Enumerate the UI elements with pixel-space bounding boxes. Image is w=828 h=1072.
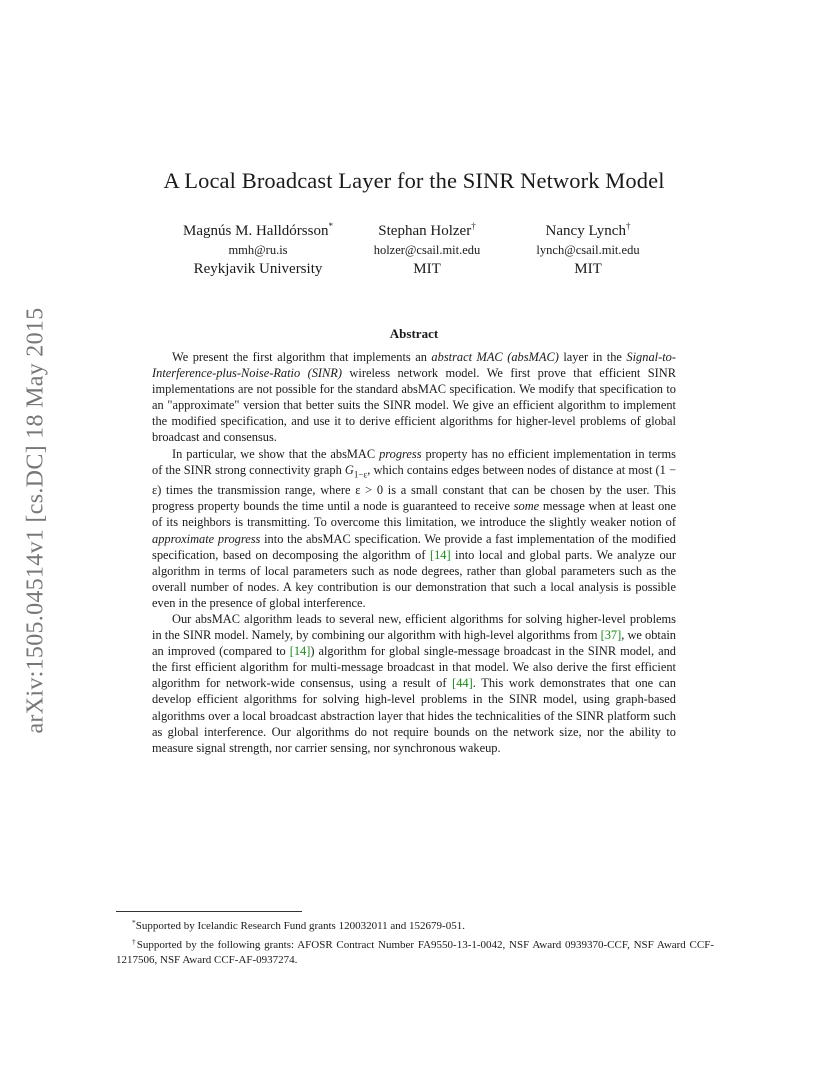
author-affiliation: MIT [574, 261, 602, 277]
author-name: Magnús M. Halldórsson [183, 223, 329, 239]
author-email: lynch@csail.mit.edu [536, 243, 640, 257]
footnotes [116, 915, 714, 968]
footnote-2: †Supported by the following grants: AFOSR Contract Number FA9550-13-1-0042, NSF Award 0939370-CCF, NSF Award CCF-1217506, NSF Award CCF-AF-0937274. [116, 937, 715, 966]
abstract-heading: Abstract [389, 326, 439, 341]
author-name: Stephan Holzer [378, 223, 472, 239]
citation-link[interactable]: [37] [600, 628, 622, 643]
abstract-paragraph-3: Our absMAC algorithm leads to several new, efficient algorithms for solving higher-level problems in the SINR model. Namely, by combining our algorithm with high-level algorithms from [37], we obtain an improved (compared to [14]) algorithm for global single-message broadcast in the SINR model, and the first efficient algorithm for multi-message broadcast in that model. We also derive the first efficient algorithm for network-wide consensus, using a result of [44]. This work demonstrates that one can develop efficient algorithms for solving high-level problems in the SINR model, using graph-based algorithms over a local broadcast abstraction layer that hides the technicalities of the SINR platform such as global interference. Our algorithms do not require bounds on the network size, nor the ability to measure signal strength, nor carrier sensing, nor synchronous wakeup. [152, 611, 677, 755]
author-3 [478, 216, 698, 279]
paper-title: A Local Broadcast Layer for the SINR Network Model [163, 168, 665, 193]
footnote-mark: * [132, 918, 136, 927]
citation-link[interactable]: [14] [429, 547, 451, 562]
abstract-paragraph-2: In particular, we show that the absMAC progress property has no efficient implementation in terms of the SINR strong connectivity graph $G_{1-\varepsilon}$, which contains edges between nodes of distance at most (1 − ε) times the transmission range, where ε > 0 is a small constant that can be chosen by the user. This progress property bounds the time until a node is guaranteed to receive some message when at least one of its neighbors is transmitting. To overcome this limitation, we introduce the slightly weaker notion of approximate progress into the absMAC specification. We provide a fast implementation of the modified specification, based on decomposing the algorithm of [14] into local and global parts. We analyze our algorithm in terms of local parameters such as node degrees, rather than global parameters such as the overall number of nodes. A key contribution is our demonstration that such a local analysis is possible even in the presence of global interference. [152, 446, 677, 610]
math-graph-symbol: G [344, 462, 354, 477]
footnote-mark: † [132, 937, 137, 946]
author-footnote-mark: * [328, 221, 333, 231]
author-footnote-mark: † [471, 221, 476, 231]
abstract-paragraph-1: We present the first algorithm that implements an abstract MAC (absMAC) layer in the Signal-to-Interference-plus-Noise-Ratio (SINR) wireless network model. We first prove that efficient SINR implementations are not possible for the standard absMAC specification. We modify that specification to an "approximate" version that better suits the SINR model. We give an efficient algorithm to implement the modified specification, and use it to derive efficient algorithms for higher-level problems of global broadcast and consensus. [152, 350, 676, 445]
footnote-1: *Supported by Icelandic Research Fund grants 120032011 and 152679-051. [132, 918, 465, 932]
abstract-body [152, 349, 676, 756]
author-affiliation: Reykjavik University [193, 261, 323, 277]
author-email: mmh@ru.is [228, 243, 288, 257]
author-footnote-mark: † [625, 221, 631, 231]
arxiv-identifier [18, 275, 54, 765]
author-name: Nancy Lynch [545, 223, 626, 239]
footnote-divider [116, 911, 302, 912]
author-email: holzer@csail.mit.edu [373, 243, 481, 257]
math-subscript: 1−ε [353, 469, 368, 480]
citation-link[interactable]: [44] [452, 676, 473, 691]
arxiv-identifier-text: arXiv:1505.04514v1 [cs.DC] 18 May 2015 [22, 306, 49, 734]
citation-link[interactable]: [14] [289, 644, 311, 659]
author-affiliation: MIT [413, 261, 441, 277]
